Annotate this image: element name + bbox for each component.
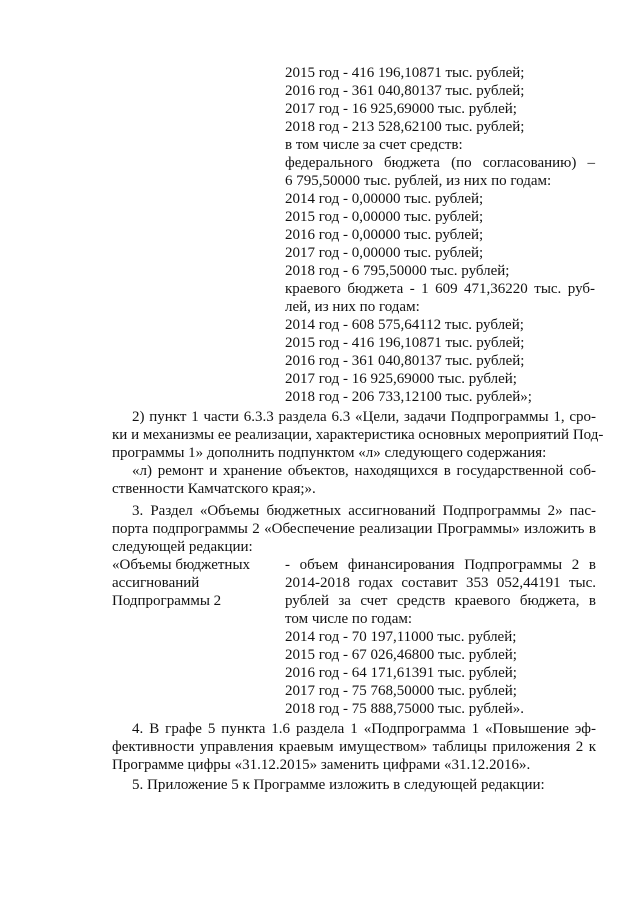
table-label-line: Подпрограммы 2 xyxy=(112,593,222,609)
table-label-line: ассигнований xyxy=(112,575,200,591)
text-line: 2018 год - 206 733,12100 тыс. рублей»; xyxy=(285,389,532,405)
text-line: 2016 год - 361 040,80137 тыс. рублей; xyxy=(285,83,525,99)
table-value-line: 2016 год - 64 171,61391 тыс. рублей; xyxy=(285,665,517,681)
paragraph-line: порта подпрограммы 2 «Обеспечение реализации Программы» изложить в xyxy=(112,521,596,537)
text-line: 2016 год - 0,00000 тыс. рублей; xyxy=(285,227,484,243)
text-line: 2017 год - 16 925,69000 тыс. рублей; xyxy=(285,101,517,117)
text-line: 6 795,50000 тыс. рублей, из них по годам: xyxy=(285,173,552,189)
table-value-line: 2014 год - 70 197,11000 тыс. рублей; xyxy=(285,629,517,645)
text-line: лей, из них по годам: xyxy=(285,299,420,315)
paragraph-line: Программе цифры «31.12.2015» заменить цифрами «31.12.2016». xyxy=(112,757,531,773)
table-value-line: 2014-2018 годах составит 353 052,44191 тыс. xyxy=(285,575,596,591)
table-value-line: 2017 год - 75 768,50000 тыс. рублей; xyxy=(285,683,517,699)
paragraph-line: 4. В графе 5 пункта 1.6 раздела 1 «Подпрограмма 1 «Повышение эф- xyxy=(132,721,596,737)
table-value-line: 2018 год - 75 888,75000 тыс. рублей». xyxy=(285,701,525,717)
text-line: 2015 год - 0,00000 тыс. рублей; xyxy=(285,209,484,225)
table-value-line: 2015 год - 67 026,46800 тыс. рублей; xyxy=(285,647,517,663)
text-line: в том числе за счет средств: xyxy=(285,137,463,153)
table-value-line: том числе по годам: xyxy=(285,611,413,627)
table-value-line: рублей за счет средств краевого бюджета, в xyxy=(285,593,596,609)
table-value-line: - объем финансирования Подпрограммы 2 в xyxy=(285,557,596,573)
paragraph-line: ственности Камчатского края;». xyxy=(112,481,316,497)
paragraph-line: следующей редакции: xyxy=(112,539,253,555)
text-line: федерального бюджета (по согласованию) – xyxy=(285,155,595,171)
text-line: 2015 год - 416 196,10871 тыс. рублей; xyxy=(285,65,525,81)
text-line: 2015 год - 416 196,10871 тыс. рублей; xyxy=(285,335,525,351)
text-line: 2018 год - 213 528,62100 тыс. рублей; xyxy=(285,119,525,135)
text-line: 2014 год - 0,00000 тыс. рублей; xyxy=(285,191,484,207)
table-label-line: «Объемы бюджетных xyxy=(112,557,251,573)
paragraph-line: 5. Приложение 5 к Программе изложить в следующей редакции: xyxy=(132,777,545,793)
paragraph-line: «л) ремонт и хранение объектов, находящихся в государственной соб- xyxy=(132,463,596,479)
text-line: 2017 год - 16 925,69000 тыс. рублей; xyxy=(285,371,517,387)
text-line: 2017 год - 0,00000 тыс. рублей; xyxy=(285,245,484,261)
text-line: 2016 год - 361 040,80137 тыс. рублей; xyxy=(285,353,525,369)
paragraph-line: программы 1» дополнить подпунктом «л» следующего содержания: xyxy=(112,445,547,461)
paragraph-line: 2) пункт 1 части 6.3.3 раздела 6.3 «Цели, задачи Подпрограммы 1, сро- xyxy=(132,409,596,425)
text-line: 2018 год - 6 795,50000 тыс. рублей; xyxy=(285,263,510,279)
text-line: 2014 год - 608 575,64112 тыс. рублей; xyxy=(285,317,524,333)
paragraph-line: фективности управления краевым имуществом» таблицы приложения 2 к xyxy=(112,739,596,755)
text-line: краевого бюджета - 1 609 471,36220 тыс. руб- xyxy=(285,281,595,297)
paragraph-line: 3. Раздел «Объемы бюджетных ассигнований Подпрограммы 2» пас- xyxy=(132,503,596,519)
paragraph-line: ки и механизмы ее реализации, характеристика основных мероприятий Под- xyxy=(112,427,604,443)
